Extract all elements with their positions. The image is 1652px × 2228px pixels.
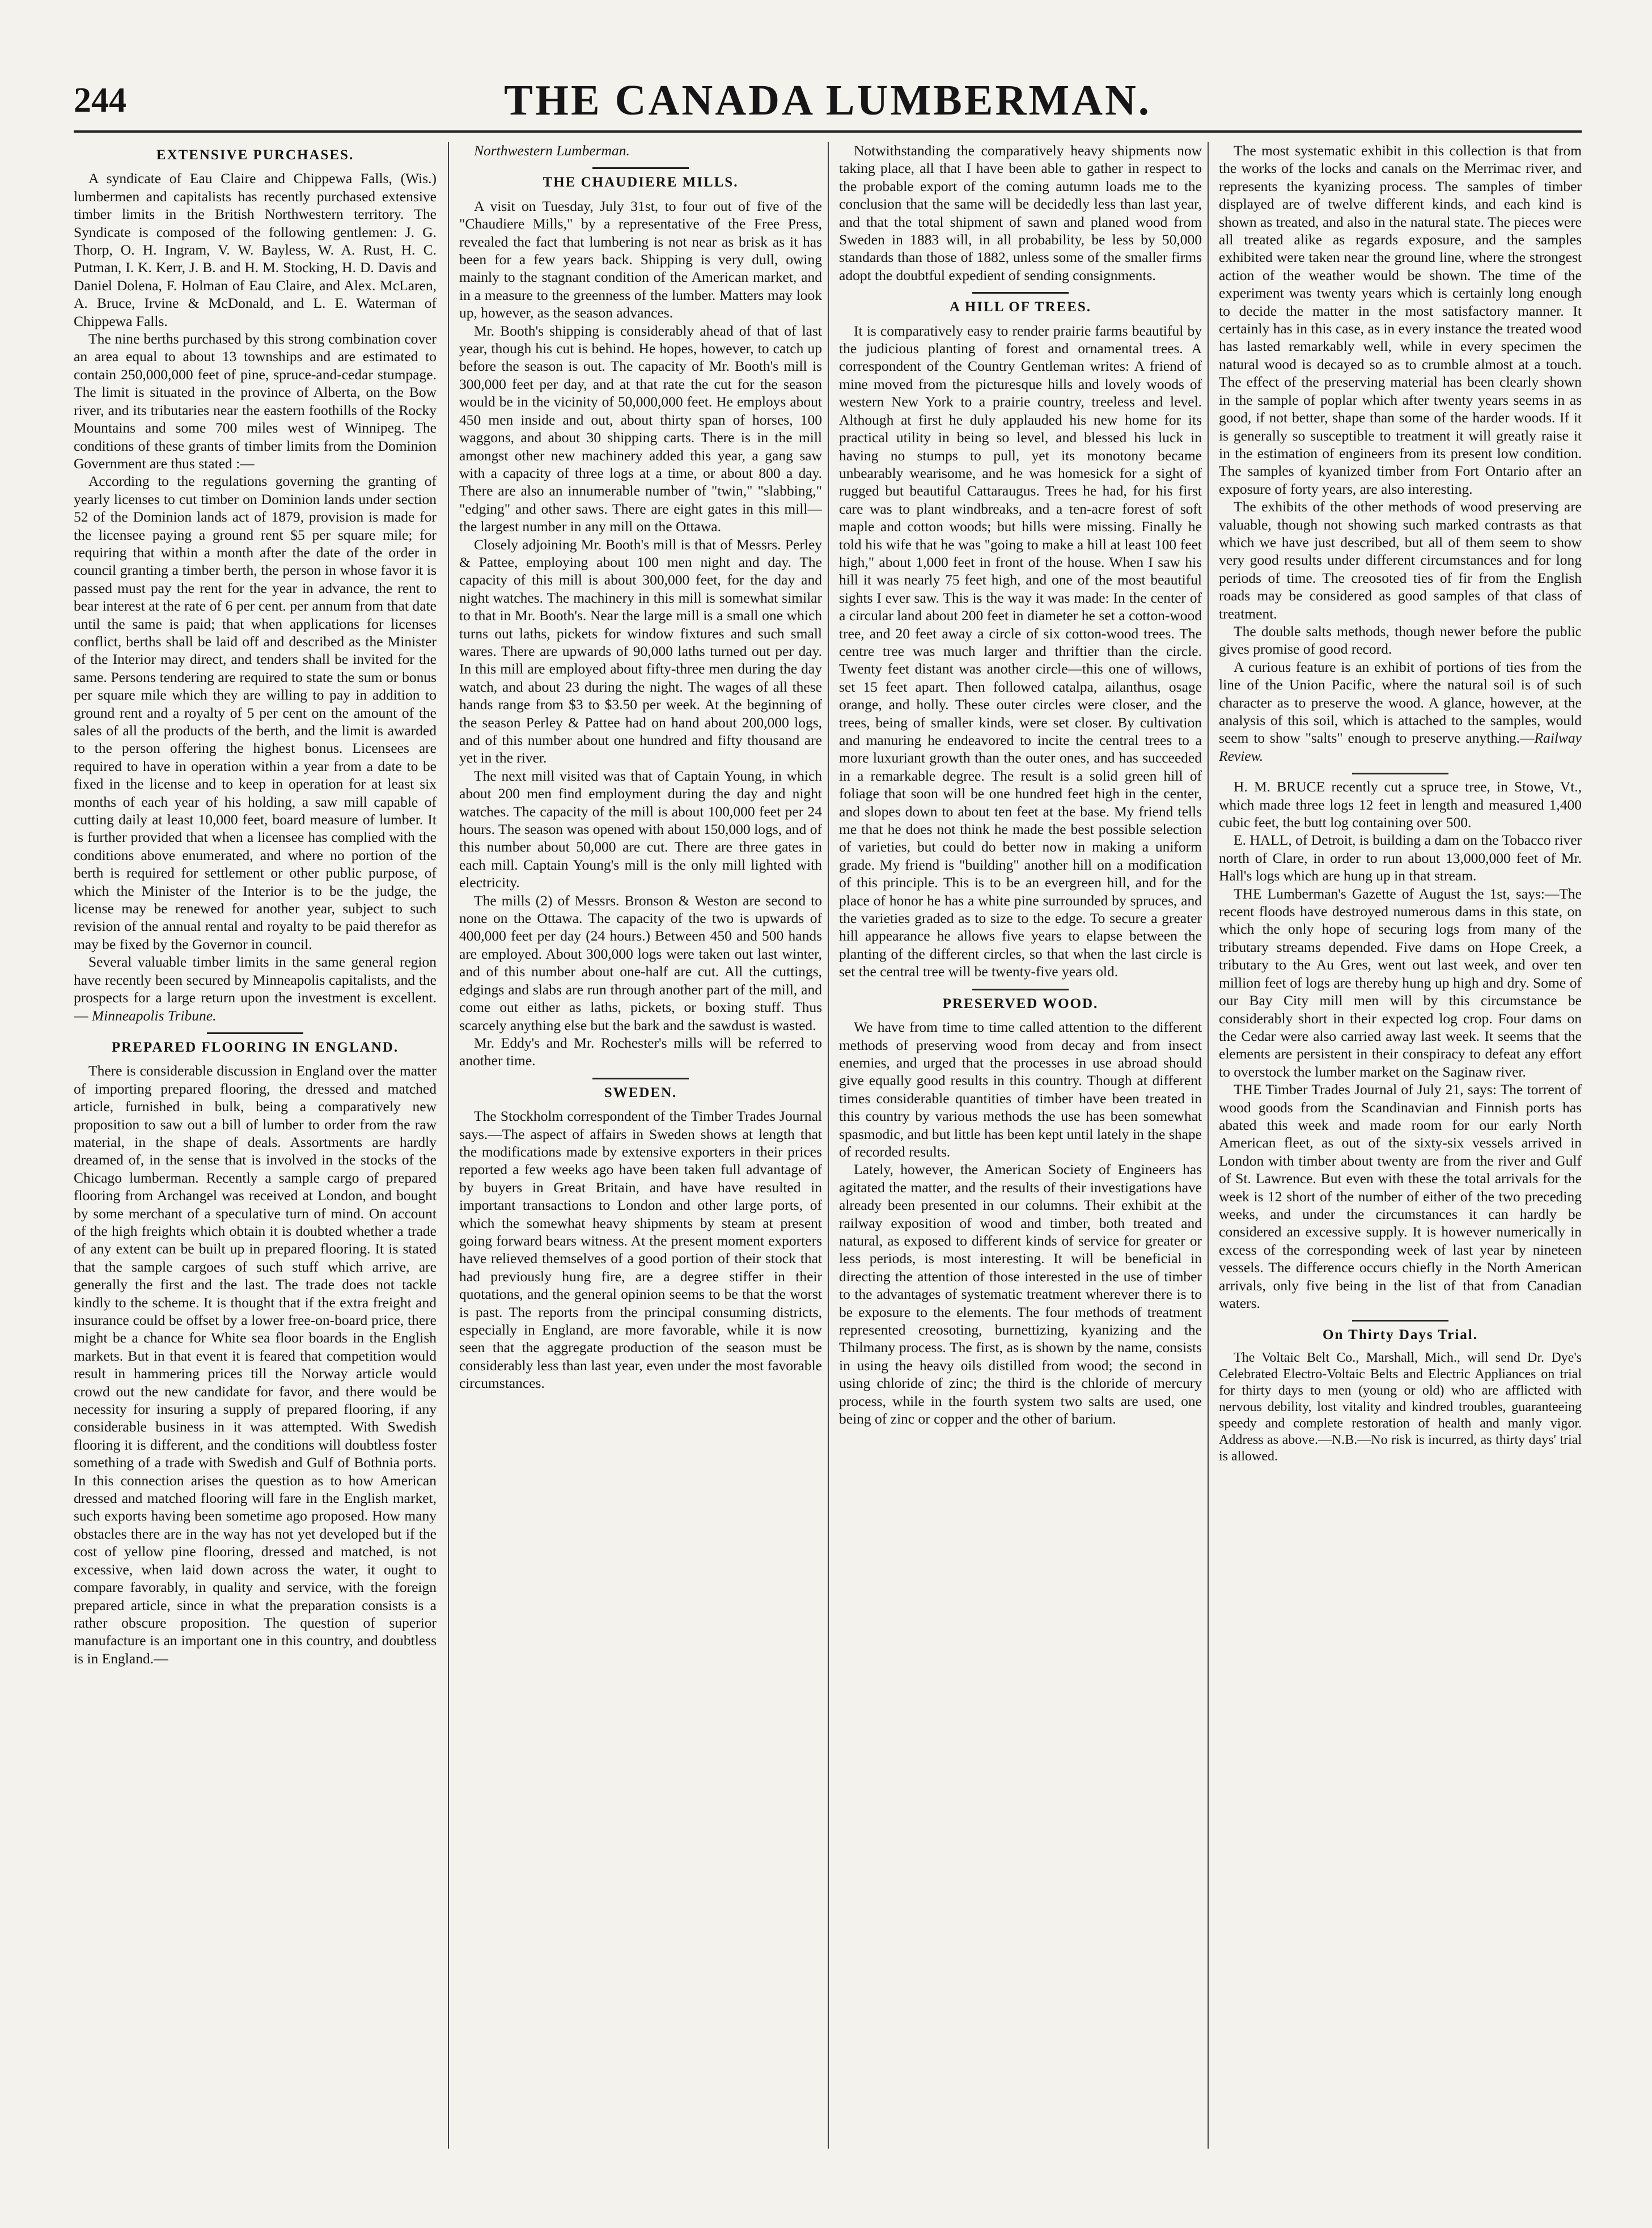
article-source: Northwestern Lumberman. xyxy=(474,142,630,159)
column-3 xyxy=(839,142,1202,2149)
page-number: 244 xyxy=(74,81,126,120)
article-source: Minneapolis Tribune. xyxy=(91,1007,217,1024)
section-divider xyxy=(972,989,1069,990)
article-heading-extensive-purchases: EXTENSIVE PURCHASES. xyxy=(156,147,354,163)
article-paragraph: There is considerable discussion in England over the matter of importing prepared flooring, the dressed and matched article, furnished in bulk, being a comparatively new proposition to saw out a bill of lumber to order from the raw material, in the shape of deals. Assortments are hardly dreamed of, in the sense that is involved in the stocks of the Chicago lumberman. Recently a sample cargo of prepared flooring from Archangel was received at London, and bought by some merchant of a speculative turn of mind. On account of the high freights which obtain it is doubted whether a trade of any extent can be built up in prepared flooring. It is stated that the sample cargoes of such stuff which arrive, are generally the first and the last. The trade does not tackle kindly to the scheme. It is thought that if the extra freight and insurance could be offset by a lower free-on-board price, there might be a chance for White sea floor boards in the English markets. But in that event it is feared that competition would result in hammering prices till the Norway article would crowd out the new candidate for favor, and there would be necessity for insuring a supply of prepared flooring, if any considerable business in it was attempted. With Swedish flooring it is different, and the conditions will doubtless foster something of a trade with Swedish and Gulf of Bothnia ports. In this connection arises the question as to how American dressed and matched flooring will fare in the English market, such exports having been sometime ago proposed. How many obstacles there are in the way has not yet developed but if the cost of yellow pine flooring, dressed and matched, is not excessive, when laid down across the water, it ought to compare favorably, in quality and service, with the foreign prepared article, since in what the preparation consists is a rather obscure proposition. The question of superior manufacture is an important one in this country, and doubtless is in England.— xyxy=(74,1062,437,1667)
article-heading-sweden: SWEDEN. xyxy=(604,1085,677,1100)
section-divider xyxy=(1352,773,1448,774)
newspaper-title: THE CANADA LUMBERMAN. xyxy=(504,77,1151,124)
column-4 xyxy=(1219,142,1582,2149)
column-1 xyxy=(74,142,437,2149)
section-divider xyxy=(592,167,689,169)
article-paragraph: A visit on Tuesday, July 31st, to four out of five of the "Chaudiere Mills," by a representative of the Free Press, revealed the fact that lumbering is not near as brisk as it has been for a few years back. Shipping is very dull, owing mainly to the stagnant condition of the American market, and in a measure to the greenness of the lumber. Matters may look up, however, as the season advances. xyxy=(459,197,822,321)
article-paragraph: Closely adjoining Mr. Booth's mill is that of Messrs. Perley & Pattee, employing about 100 men night and day. The capacity of this mill is about 300,000 feet, for the day and night watches. The machinery in this mill is somewhat similar to that in Mr. Booth's. Near the large mill is a small one which turns out laths, pickets for window fixtures and such small wares. There are upwards of 90,000 laths turned out per day. In this mill are employed about fifty-three men during the day watch, and about 23 during the night. The wages of all these hands range from $3 to $3.50 per week. At the beginning of the season Perley & Pattee had on hand about 200,000 logs, and of this number about one hundred and fifty thousand are yet in the river. xyxy=(459,536,822,766)
article-paragraph: The mills (2) of Messrs. Bronson & Weston are second to none on the Ottawa. The capacity of the two is upwards of 400,000 feet per day (24 hours.) Between 450 and 500 hands are employed. About 300,000 logs were taken out last winter, and of this number about one-half are cut. All the cuttings, edgings and slabs are run through another part of the mill, and come out either as laths, pickets, or boxing stuff. Thus scarcely anything else but the bark and the sawdust is wasted. xyxy=(459,892,822,1033)
article-paragraph: Mr. Booth's shipping is considerably ahead of that of last year, though his cut is behind. He hopes, however, to catch up before the season is out. The capacity of Mr. Booth's mill is 300,000 feet per day, and at that rate the cut for the season would be in the vicinity of 50,000,000 feet. He employs about 450 men inside and out, about thirty span of horses, 100 waggons, and about 30 shipping carts. There is in the mill amongst other new machinery added this year, a gang saw with a capacity of three logs at a time, or about 800 a day. There are also an innumerable number of "twin," "slabbing," "edging" and other saws. There are eight gates in this mill—the largest number in any mill on the Ottawa. xyxy=(459,322,822,535)
section-divider xyxy=(972,292,1069,294)
news-note: E. HALL, of Detroit, is building a dam on the Tobacco river north of Clare, in order to run about 13,000,000 feet of Mr. Hall's logs which are hung up in that stream. xyxy=(1219,832,1582,884)
section-divider xyxy=(1352,1320,1448,1321)
article-heading-preserved-wood: PRESERVED WOOD. xyxy=(942,996,1099,1011)
article-paragraph: The Stockholm correspondent of the Timber Trades Journal says.—The aspect of affairs in Sweden shows at length that the modifications made by extensive exporters in their prices reported a few weeks ago have been taken full advantage of by buyers in Great Britain, and have have resulted in important transactions to London and other large ports, of which the somewhat heavy shipments by steam at present going forward bears witness. At the present moment exporters have relieved themselves of a good portion of their stock that had previously hung fire, are a degree stiffer in their quotations, and the general opinion seems to be that the worst is past. The reports from the principal consuming districts, especially in England, are more favorable, while it is now seen that the aggregate production of the season must be considerably less than last year, even under the most favorable circumstances. xyxy=(459,1108,822,1392)
article-paragraph xyxy=(74,953,437,1024)
article-text: A curious feature is an exhibit of portions of ties from the line of the Union Pacific, where the natural soil is of such character as to preserve the wood. A glance, however, at the analysis of this soil, which is attached to the samples, would seem to show "salts" enough to preserve anything.— xyxy=(1219,658,1582,747)
news-note: THE Lumberman's Gazette of August the 1st, says:—The recent floods have destroyed numerous dams in this state, on which the only hope of securing logs from many of the tributary streams depended. Five dams on Hope Creek, a tributary to the Au Gres, went out last week, and over ten million feet of logs are thereby hung up high and dry. Some of our Bay City mill men will by this circumstance be considerably short in their expected log crop. Four dams on the Cedar were also carried away last week. It seems that the elements are persistent in their conspiracy to defeat any effort to overstock the lumber market on the Saginaw river. xyxy=(1219,885,1582,1080)
column-rule xyxy=(448,142,449,2149)
article-paragraph xyxy=(459,142,822,159)
column-rule xyxy=(828,142,829,2149)
article-paragraph: A syndicate of Eau Claire and Chippewa Falls, (Wis.) lumbermen and capitalists has recently purchased extensive timber limits in the British Northwestern territory. The Syndicate is composed of the following gentlemen: J. G. Thorp, O. H. Ingram, V. W. Bayless, W. A. Rust, H. C. Putman, I. K. Kerr, J. B. and H. M. Stocking, H. D. Davis and Daniel Dolena, F. Holman of Eau Claire, and Alex. McLaren, A. Bruce, Irvine & McDonald, and L. E. Waterman of Chippewa Falls. xyxy=(74,170,437,329)
section-divider xyxy=(207,1032,303,1034)
article-heading-thirty-days-trial: On Thirty Days Trial. xyxy=(1323,1327,1478,1343)
masthead xyxy=(74,68,1582,133)
article-source: Railway Review. xyxy=(1219,730,1582,764)
article-paragraph xyxy=(1219,658,1582,765)
article-paragraph: The next mill visited was that of Captain Young, in which about 200 men find employment during the day and night watches. The capacity of the mill is about 100,000 feet per 24 hours. The season was opened with about 150,000 logs, and of this number about 50,000 are cut. There are three gates in each mill. Captain Young's mill is the only mill lighted with electricity. xyxy=(459,767,822,891)
article-heading-hill-of-trees: A HILL OF TREES. xyxy=(949,299,1092,315)
article-heading-chaudiere-mills: THE CHAUDIERE MILLS. xyxy=(543,175,739,190)
article-paragraph: Notwithstanding the comparatively heavy shipments now taking place, all that I have been able to gather in respect to the probable export of the coming autumn loads me to the conclusion that the same will be decidedly less than last year, and that the total shipment of sawn and planed wood from Sweden in 1883 will, in all probability, be less by 50,000 standards than those of 1882, unless some of the smaller firms adopt the doubtful expedient of sending consignments. xyxy=(839,142,1202,283)
article-paragraph: The nine berths purchased by this strong combination cover an area equal to about 13 townships and are estimated to contain 250,000,000 feet of pine, spruce-and-cedar stumpage. The limit is situated in the province of Alberta, on the Bow river, and its tributaries near the eastern foothills of the Rocky Mountains and some 700 miles west of Winnipeg. The conditions of these grants of timber limits from the Dominion Government are thus stated :— xyxy=(74,331,437,472)
advertisement-text: The Voltaic Belt Co., Marshall, Mich., will send Dr. Dye's Celebrated Electro-Voltaic Belts and Electric Appliances on trial for thirty days to men (young or old) who are afflicted with nervous debility, lost vitality and kindred troubles, guaranteeing speedy and complete restoration of health and manly vigor. Address as above.—N.B.—No risk is incurred, as thirty days' trial is allowed. xyxy=(1219,1350,1582,1464)
columns xyxy=(74,142,1582,2149)
column-2 xyxy=(459,142,822,2149)
news-note: THE Timber Trades Journal of July 21, says: The torrent of wood goods from the Scandinavian and Finnish ports has abated this week and made room for our early North American fleet, as out of the sixty-six vessels arrived in London with timber about twenty are from the river and Gulf of St. Lawrence. But even with these the total arrivals for the week is 12 short of the number of either of the two preceding weeks, and under the circumstances it can hardly be considered an excessive supply. It is however numerically in excess of the corresponding week of last year by nineteen vessels. The difference occurs chiefly in the North American arrivals, only five being in the list of that from Canadian waters. xyxy=(1219,1081,1582,1311)
column-rule xyxy=(1208,142,1209,2149)
article-heading-prepared-flooring: PREPARED FLOORING IN ENGLAND. xyxy=(111,1039,399,1055)
article-paragraph: It is comparatively easy to render prairie farms beautiful by the judicious planting of forest and ornamental trees. A correspondent of the Country Gentleman writes: A friend of mine moved from the picturesque hills and lovely woods of western New York to a prairie country, treeless and level. Although at first he duly applauded his new home for its practical utility in being so level, and blessed his luck in having no stumps to pull, yet its monotony became unbearably wearisome, and he was homesick for a sight of rugged but beautiful Cattaraugus. Trees he had, for his first care was to plant windbreaks, and a ten-acre forest of soft maple and cotton woods; but hills were missing. Finally he told his wife that he was "going to make a hill at least 100 feet high," about 1,000 feet in front of the house. When I saw his hill it was nearly 75 feet high, and one of the most beautiful sights I ever saw. This is the way it was made: In the center of a circular land about 200 feet in diameter he set a cotton-wood tree, and 20 feet away a circle of six cotton-wood trees. The centre tree was much larger and thriftier than the circle. Twenty feet distant was another circle—this one of willows, set 15 feet apart. Then followed catalpa, ailanthus, osage orange, and holly. These outer circles were closer, and the trees, being of smaller kinds, were set closer. By cultivation and manuring he endeavored to incite the central trees to a more luxuriant growth than the outer ones, and has succeeded in a remarkable degree. The result is a solid green hill of foliage that soon will be one hundred feet high in the center, and slopes down to about ten feet at the base. My friend tells me that he does not think he made the best possible selection of varieties, but could do better now in making a uniform grade. My friend is "building" another hill on a modification of this principle. This is to be an evergreen hill, and for the place of honor he has a white pine surrounded by spruces, and the varieties graded as to size to the edge. To secure a greater hill appearance he allows five years to elapse between the planting of the different circles, so that when the last circle is set the central tree will be twenty-five years old. xyxy=(839,322,1202,980)
article-paragraph: Lately, however, the American Society of Engineers has agitated the matter, and the results of their investigations have already been presented in our columns. Their exhibit at the railway exposition of wood and timber, both treated and natural, as exposed to different kinds of service for greater or less periods, is most interesting. It will be beneficial in directing the attention of those interested in the use of timber to the advantages of systematic treatment wherever there is to be exposure to the elements. The four methods of treatment represented creosoting, burnettizing, kyanizing and the Thilmany process. The first, as is shown by the name, consists in using the heavy oils distilled from wood; the second in using chloride of zinc; the third is the chloride of mercury process, while in the fourth system two salts are used, one being of zinc or copper and the other of barium. xyxy=(839,1161,1202,1428)
article-paragraph: Mr. Eddy's and Mr. Rochester's mills will be referred to another time. xyxy=(459,1034,822,1069)
article-paragraph: The most systematic exhibit in this collection is that from the works of the locks and canals on the Merrimac river, and represents the kyanizing process. The samples of timber displayed are of twelve different kinds, and each kind is shown as treated, and also in the natural state. The pieces were all treated alike as regards exposure, and the samples exhibited were taken near the ground line, where the strongest action of the weather would be shown. The time of the experiment was twenty years which is certainly long enough to decide the matter in the most satisfactory manner. It certainly has in this case, as in every instance the treated wood has lasted remarkably well, while in every specimen the natural wood is decayed so as to crumble almost at a touch. The effect of the preserving material has been clearly shown in the sample of poplar which after twenty years seems in as good, if not better, shape than some of the harder woods. If it is generally so susceptible to treatment it will greatly raise it in the estimation of engineers from its present low condition. The samples of kyanized timber from Fort Ontario after an exposure of forty years, are also interesting. xyxy=(1219,142,1582,497)
article-paragraph: The exhibits of the other methods of wood preserving are valuable, though not showing such marked contrasts as that which we have just described, but all of them seem to show very good results under different circumstances and for long periods of time. The creosoted ties of fir from the English roads may be considered as good samples of that class of treatment. xyxy=(1219,498,1582,622)
article-paragraph: The double salts methods, though newer before the public gives promise of good record. xyxy=(1219,622,1582,658)
article-paragraph: According to the regulations governing the granting of yearly licenses to cut timber on Dominion lands under section 52 of the Dominion lands act of 1879, provision is made for the licensee paying a ground rent $5 per square mile; for requiring that within a month after the date of the order in council granting a timber berth, the person in whose favor it is passed must pay the rent for the year in advance, the rent to bear interest at the rate of 6 per cent. per annum from that date until the same is paid; that when applications for licenses conflict, berths shall be laid off and described as the Minister of the Interior may direct, and tenders shall be invited for the same. Persons tendering are required to state the sum or bonus per square mile which they are willing to pay in addition to ground rent and a royalty of 5 per cent on the amount of the sales of all the products of the berth, and the limit is awarded to the person offering the highest bonus. Licensees are required to have in operation within a year from a date to be fixed in the license and to keep in operation for at least six months of each year of his holding, a saw mill capable of cutting daily at least 10,000 feet, board measure of lumber. It is further provided that when a licensee has complied with the conditions above enumerated, and where no portion of the berth is required for settlement or other public purpose, of which the Minister of the Interior is to be the judge, the license may be renewed for another year, subject to such revision of the annual rental and royalty to be paid therefor as may be fixed by the Governor in council. xyxy=(74,473,437,952)
news-note: H. M. BRUCE recently cut a spruce tree, in Stowe, Vt., which made three logs 12 feet in length and measured 1,400 cubic feet, the butt log containing over 500. xyxy=(1219,778,1582,831)
article-text: Several valuable timber limits in the same general region have recently been secured by Minneapolis capitalists, and the prospects for a large return upon the investment is excellent.— xyxy=(74,954,437,1024)
section-divider xyxy=(592,1078,689,1079)
article-paragraph: We have from time to time called attention to the different methods of preserving wood from decay and from insect enemies, and urged that the processes in use abroad should give equally good results in this country. Though at different times considerable quantities of timber have been treated in this country by various methods the use has been somewhat spasmodic, and but little has been kept until lately in the shape of recorded results. xyxy=(839,1019,1202,1160)
